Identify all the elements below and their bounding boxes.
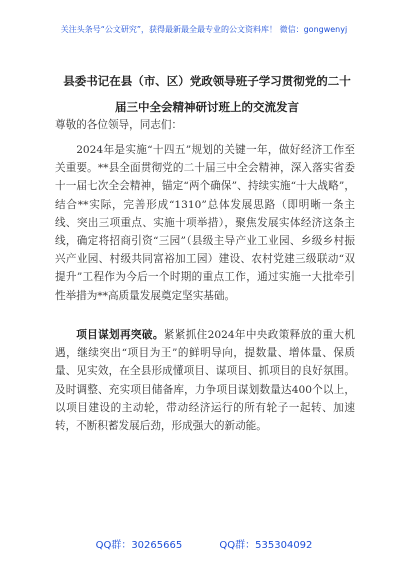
paragraph-project [55, 326, 355, 435]
footer-qq-group-2: QQ群：535304092 [219, 540, 313, 551]
footer-qq-group-1: QQ群：30265665 [95, 540, 183, 551]
salutation: 尊敬的各位领导，同志们： [55, 119, 183, 131]
footer-contacts [0, 536, 408, 551]
paragraph-project-body: 紧紧抓住2024年中央政策释放的重大机遇，继续突出“项目为王”的鲜明导向，提数量、增体量、保质量、见实效，在全县形成懂项目、谋项目、抓项目的良好氛围。及时调整、充实项目储备库，力争项目谋划数量达400个以上，以项目建设的主动轮，带动经济运行的所有轮子一起转、加速转，不断积蓄发展后劲，形成强大的新动能。 [55, 329, 356, 433]
header-banner: 关注头条号“公文研究”，获得最新最全最专业的公文资料库！ 微信：gongwenyj [60, 25, 348, 34]
paragraph-intro: 2024年是实施“十四五”规划的关键一年，做好经济工作至关重要。**县全面贯彻党的二十届三中全会精神，深入落实省委十一届七次全会精神，锚定“两个确保”、持续实施“十大战略”，结合**实际，完善形成“1310”总体发展思路（即明晰一条主线、突出三项重点、实施十项举措），聚焦发展实体经济这条主线，确定将招商引资“三园”（县级主导产业工业园、乡级乡村振兴产业园、村级共同富裕加工园）建设、农村党建三级联动“双提升”工程作为今后一个时期的重点工作，通过实施一大批牵引性举措为**高质量发展奠定坚实基础。 [55, 144, 355, 302]
paragraph-lead-heading: 项目谋划再突破。 [76, 329, 164, 341]
document-title: 县委书记在县（市、区）党政领导班子学习贯彻党的二十届三中全会精神研讨班上的交流发言 [63, 74, 351, 114]
